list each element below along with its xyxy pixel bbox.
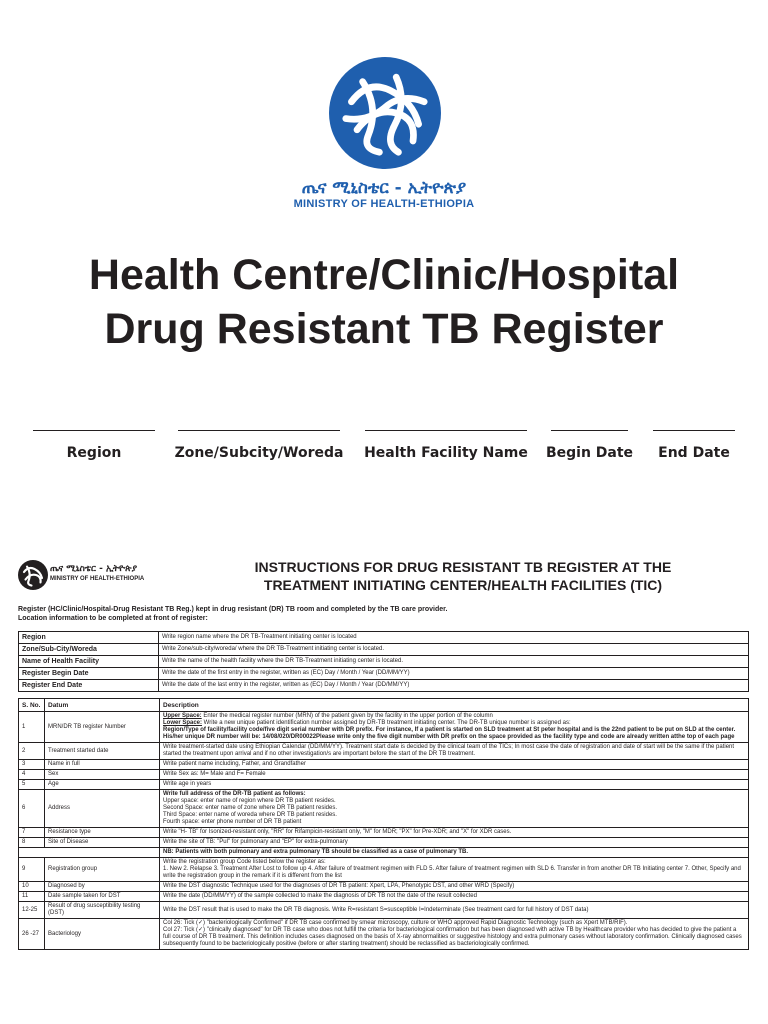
table-row [19, 644, 749, 656]
region-field[interactable] [33, 430, 155, 470]
header-sno: S. No. [19, 699, 45, 712]
location-desc: Write region name where the DR TB-Treatment initiating center is located [159, 632, 749, 644]
address-line: Third Space: enter name of woreda where DR TB patient resides. [163, 812, 337, 818]
row-description: Write patient name including, Father, and Grandfather [160, 760, 749, 770]
ministry-name-amharic: ጤና ሚኒስቴር - ኢትዮጵያ [301, 178, 467, 198]
row-description [160, 712, 749, 743]
table-row [19, 919, 749, 950]
page-title [0, 248, 768, 356]
instructions-title [232, 558, 694, 594]
instructions-title-line-2: TREATMENT INITIATING CENTER/HEALTH FACILITIES (TIC) [263, 577, 663, 593]
address-line: Second Space: enter name of zone where DR TB patient resides. [163, 805, 337, 811]
location-info-table [18, 631, 749, 692]
table-row [19, 848, 749, 858]
location-label: Region [19, 632, 159, 644]
location-desc: Write the date of the last entry in the register, written as (EC) Day / Month / Year (DD/MM/YY) [159, 680, 749, 692]
registration-group-line: Write the registration group Code listed below the register as: [163, 859, 326, 865]
row-description: Write the site of TB: "Pul" for pulmonary and "EP" for extra-pulmonary [160, 838, 749, 848]
table-row [19, 858, 749, 882]
dr-number-format: Region/Type of facility/facility code/five digit serial number with DR prefix. For instance, If a patient is started on SLD treatment at St peter hospital and is the 22nd patient to be put on SLD at the center. [163, 727, 736, 733]
table-row [19, 656, 749, 668]
row-description: Write the DST result that is used to make the DR TB diagnosis. Write R=resistant S=susceptible I=Indeterminate (See treatment card for full history of DST data) [160, 902, 749, 919]
lower-space-label: Lower Space: [163, 720, 203, 726]
moh-emblem-small-icon [18, 560, 48, 590]
address-line: Fourth space: enter phone number of DR TB patient [163, 819, 302, 825]
table-row [19, 828, 749, 838]
instructions-header [0, 558, 768, 598]
row-datum: Name in full [45, 760, 160, 770]
row-number: 4 [19, 770, 45, 780]
table-row [19, 790, 749, 828]
row-number: 3 [19, 760, 45, 770]
table-row [19, 838, 749, 848]
row-datum: Site of Disease [45, 838, 160, 848]
zone-label: Zone/Subcity/Woreda [174, 445, 344, 461]
table-header-row [19, 699, 749, 712]
title-line-1: Health Centre/Clinic/Hospital [88, 251, 680, 299]
table-row [19, 632, 749, 644]
location-desc: Write the name of the health facility where the DR TB-Treatment initiating center is located. [159, 656, 749, 668]
row-description: Write the date (DD/MM/YY) of the sample collected to make the diagnosis of DR TB not the date of the result collected [160, 892, 749, 902]
upper-space-label: Upper Space: [163, 713, 202, 719]
ministry-name-amharic-small: ጤና ሚኒስቴር - ኢትዮጵያ [50, 564, 138, 574]
row-description [160, 790, 749, 828]
row-datum: Registration group [45, 858, 160, 882]
upper-space-text: Enter the medical register number (MRN) of the patient given by the facility in the upper portion of the column [201, 713, 493, 719]
intro-line-1: Register (HC/Clinic/Hospital-Drug Resistant TB Reg.) kept in drug resistant (DR) TB room and completed by the TB care provider. [18, 606, 448, 613]
registration-group-codes: 1. New 2. Relapse 3. Treatment After Lost to follow up 4. After failure of treatment regimen with FLD 5. After failure of treatment regimen with SLD 6. Transfer in from another DR TB Initiating center 7. Other, Specify and write the registration group in the remark if it is different from the list [163, 866, 741, 879]
table-row [19, 668, 749, 680]
location-label: Name of Health Facility [19, 656, 159, 668]
row-datum: Sex [45, 770, 160, 780]
region-label: Region [66, 445, 122, 461]
location-label: Register End Date [19, 680, 159, 692]
facility-name-label: Health Facility Name [364, 445, 528, 461]
row-number: 1 [19, 712, 45, 743]
row-datum: Bacteriology [45, 919, 160, 950]
location-desc: Write the date of the first entry in the register, written as (EC) Day / Month / Year (DD/MM/YY) [159, 668, 749, 680]
table-row [19, 892, 749, 902]
row-description: Write Sex as: M= Male and F= Female [160, 770, 749, 780]
row-number: 2 [19, 743, 45, 760]
zone-field[interactable] [174, 430, 344, 470]
header-description: Description [160, 699, 749, 712]
facility-name-field[interactable] [365, 430, 527, 470]
row-description [160, 919, 749, 950]
table-row [19, 760, 749, 770]
table-row [19, 743, 749, 760]
table-row [19, 902, 749, 919]
row-description: Write the DST diagnostic Technique used for the diagnoses of DR TB patient: Xpert, LPA, Phenotypic DST, and other WRD (Specify) [160, 882, 749, 892]
address-line: Upper space: enter name of region where DR TB patient resides. [163, 798, 336, 804]
table-row [19, 882, 749, 892]
location-desc: Write Zone/sub-city/woreda/ where the DR TB-Treatment initiating center is located. [159, 644, 749, 656]
instructions-title-line-1: INSTRUCTIONS FOR DRUG RESISTANT TB REGISTER AT THE [254, 559, 672, 575]
row-number: 6 [19, 790, 45, 828]
row-datum: Treatment started date [45, 743, 160, 760]
row-datum: Age [45, 780, 160, 790]
lower-space-text: Write a new unique patient identification number assigned by DR-TB treatment initiating center. The DR-TB unique number is assigned as: [202, 720, 571, 726]
row-datum: Address [45, 790, 160, 828]
intro-line-2: Location information to be completed at front of register: [18, 615, 208, 622]
row-datum: Diagnosed by [45, 882, 160, 892]
row-description: Write age in years [160, 780, 749, 790]
location-label: Register Begin Date [19, 668, 159, 680]
row-number: 7 [19, 828, 45, 838]
row-datum: Date sample taken for DST [45, 892, 160, 902]
row-number: 26 -27 [19, 919, 45, 950]
row-number: 12-25 [19, 902, 45, 919]
table-row [19, 712, 749, 743]
location-fields [0, 430, 768, 470]
ministry-name-english: MINISTRY OF HEALTH-ETHIOPIA [293, 198, 475, 210]
title-line-2: Drug Resistant TB Register [104, 305, 664, 353]
table-row [19, 680, 749, 692]
row-datum: MRN/DR TB register Number [45, 712, 160, 743]
ministry-name-english-small: MINISTRY OF HEALTH-ETHIOPIA [50, 576, 145, 582]
col27-text: Col 27: Tick (✓) "clinically diagnosed" for DR TB case who does not fulfill the criteria for bacteriological confirmation but has been diagnosed with active TB by Healthcare provider who has decided to give the patient a full course of DR TB treatment. This definition includes cases diagnosed on the basis of X-ray abnormalities or suggestive histology and extra pulmonary cases without laboratory confirmation. Clinically diagnosed cases subsequently found to be bacteriologically positive (before or after starting treatment) should be reclassified as bacteriologically confirmed. [163, 927, 742, 947]
header-datum: Datum [45, 699, 160, 712]
row-datum: Result of drug susceptibility testing (DST) [45, 902, 160, 919]
col26-text: Col 26: Tick (✓) "bacteriologically Confirmed" if DR TB case confirmed by smear microscopy, culture or WHO approved Rapid Diagnostic Technology (such as Xpert MTB/RIF). [163, 920, 628, 926]
instructions-intro [18, 605, 750, 623]
row-number: 9 [19, 858, 45, 882]
location-label: Zone/Sub-City/Woreda [19, 644, 159, 656]
end-date-field[interactable] [653, 430, 735, 470]
begin-date-label: Begin Date [545, 445, 634, 461]
empty-cell [19, 848, 160, 858]
row-number: 8 [19, 838, 45, 848]
row-number: 5 [19, 780, 45, 790]
table-row [19, 780, 749, 790]
row-note: NB: Patients with both pulmonary and extra pulmonary TB should be classified as a case of pulmonary TB. [160, 848, 749, 858]
dr-number-example: His/her unique DR number will be: 14/08/020/DR00022Please write only the five digit number with DR prefix on the space provided as the facility type and code are already written atthe top of each page [163, 734, 735, 740]
register-instructions-table [18, 698, 749, 950]
table-row [19, 770, 749, 780]
row-number: 11 [19, 892, 45, 902]
row-number: 10 [19, 882, 45, 892]
row-description: Write treatment-started date using Ethiopian Calendar (DD/MM/YY). Treatment start date is decided by the clinical team of the TICs; In most case the date of registration and date of start will be the same if the patient started the treatment upon arrival and if no other investigation/s are important before the start of the DR TB treatment. [160, 743, 749, 760]
address-line: Write full address of the DR-TB patient as follows: [163, 791, 306, 797]
row-datum: Resistance type [45, 828, 160, 838]
end-date-label: End Date [658, 445, 730, 461]
row-description [160, 858, 749, 882]
row-description: Write "H- TB" for Isonized-resistant only, "RR" for Rifampicin-resistant only, "M" for MDR; "PX" for Pre-XDR; and "X" for XDR cases. [160, 828, 749, 838]
moh-emblem-icon [329, 57, 441, 169]
